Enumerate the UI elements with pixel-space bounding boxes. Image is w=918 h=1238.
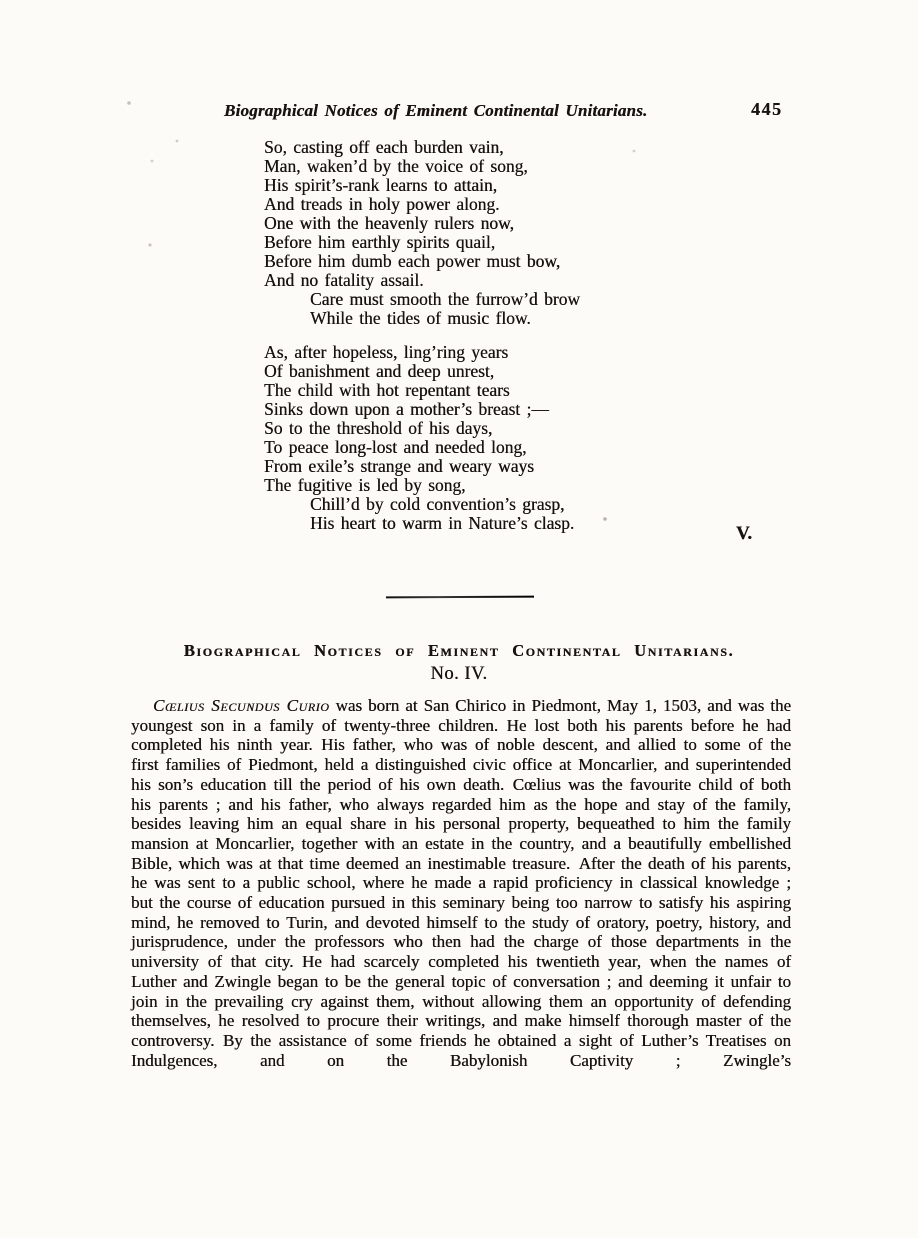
poem-line: The child with hot repentant tears (264, 380, 510, 400)
poem-line: And no fatality assail. (264, 270, 424, 290)
section-divider-rule (386, 596, 534, 599)
poem-line: And treads in holy power along. (264, 194, 500, 214)
poem-line: His spirit’s-rank learns to attain, (264, 175, 498, 195)
article-paragraph (131, 696, 791, 1070)
poem-line: As, after hopeless, ling’ring years (264, 342, 509, 362)
poem-line: The fugitive is led by song, (264, 475, 466, 495)
article-lead-name: Cœlius Secundus Curio (153, 696, 330, 715)
poem-line: His heart to warm in Nature’s clasp. (310, 513, 575, 533)
poem-line: So to the threshold of his days, (264, 418, 493, 438)
poem-line: To peace long-lost and needed long, (264, 437, 527, 457)
poem (264, 138, 580, 533)
poem-line: One with the heavenly rulers now, (264, 213, 514, 233)
poem-line: Before him earthly spirits quail, (264, 232, 496, 252)
poem-signature: V. (736, 523, 753, 544)
poem-line: Of banishment and deep unrest, (264, 361, 495, 381)
poem-line: Before him dumb each power must bow, (264, 251, 561, 271)
section-subheading: No. IV. (430, 664, 488, 684)
poem-stanza-2 (264, 343, 580, 533)
scan-noise-specks (0, 0, 2, 2)
poem-stanza-1 (264, 138, 580, 328)
poem-line: While the tides of music flow. (310, 308, 531, 328)
section-heading: Biographical Notices of Eminent Continental Unitarians. (183, 641, 735, 660)
poem-line: From exile’s strange and weary ways (264, 456, 534, 476)
article-body-text: was born at San Chirico in Piedmont, May 1, 1503, and was the youngest son in a family of twenty-three children. He lost both his parents before he had completed his ninth year. His father, who was of noble descent, and allied to some of the first families of Piedmont, held a distinguished civic office at Moncarlier, and superintended his son’s education till the period of his own death. Cœlius was the favourite child of both his parents ; and his father, who always regarded him as the hope and stay of the family, besides leaving him an equal share in his personal property, bequeathed to him the family mansion at Moncarlier, together with an estate in the country, and a beautifully embellished Bible, which was at that time deemed an inestimable treasure. After the death of his parents, he was sent to a public school, where he made a rapid proficiency in classical knowledge ; but the course of education pursued in this seminary being too narrow to satisfy his aspiring mind, he removed to Turin, and devoted himself to the study of oratory, poetry, history, and jurisprudence, under the professors who then had the charge of those departments in the university of that city. He had scarcely completed his twentieth year, when the names of Luther and Zwingle began to be the general topic of conversation ; and deeming it unfair to join in the prevailing cry against them, without allowing them an opportunity of defending themselves, he resolved to procure their writings, and make himself thorough master of the controversy. By the assistance of some friends he obtained a sight of Luther’s Treatises on Indulgences, and on the Babylonish Captivity ; Zwingle’s (131, 696, 792, 1070)
running-header-title: Biographical Notices of Eminent Continental Unitarians. (224, 101, 648, 120)
page-number: 445 (751, 99, 783, 119)
poem-line: Chill’d by cold convention’s grasp, (310, 494, 565, 514)
poem-line: So, casting off each burden vain, (264, 137, 504, 157)
poem-line: Man, waken’d by the voice of song, (264, 156, 528, 176)
poem-line: Sinks down upon a mother’s breast ;— (264, 399, 549, 419)
poem-line: Care must smooth the furrow’d brow (310, 289, 581, 309)
